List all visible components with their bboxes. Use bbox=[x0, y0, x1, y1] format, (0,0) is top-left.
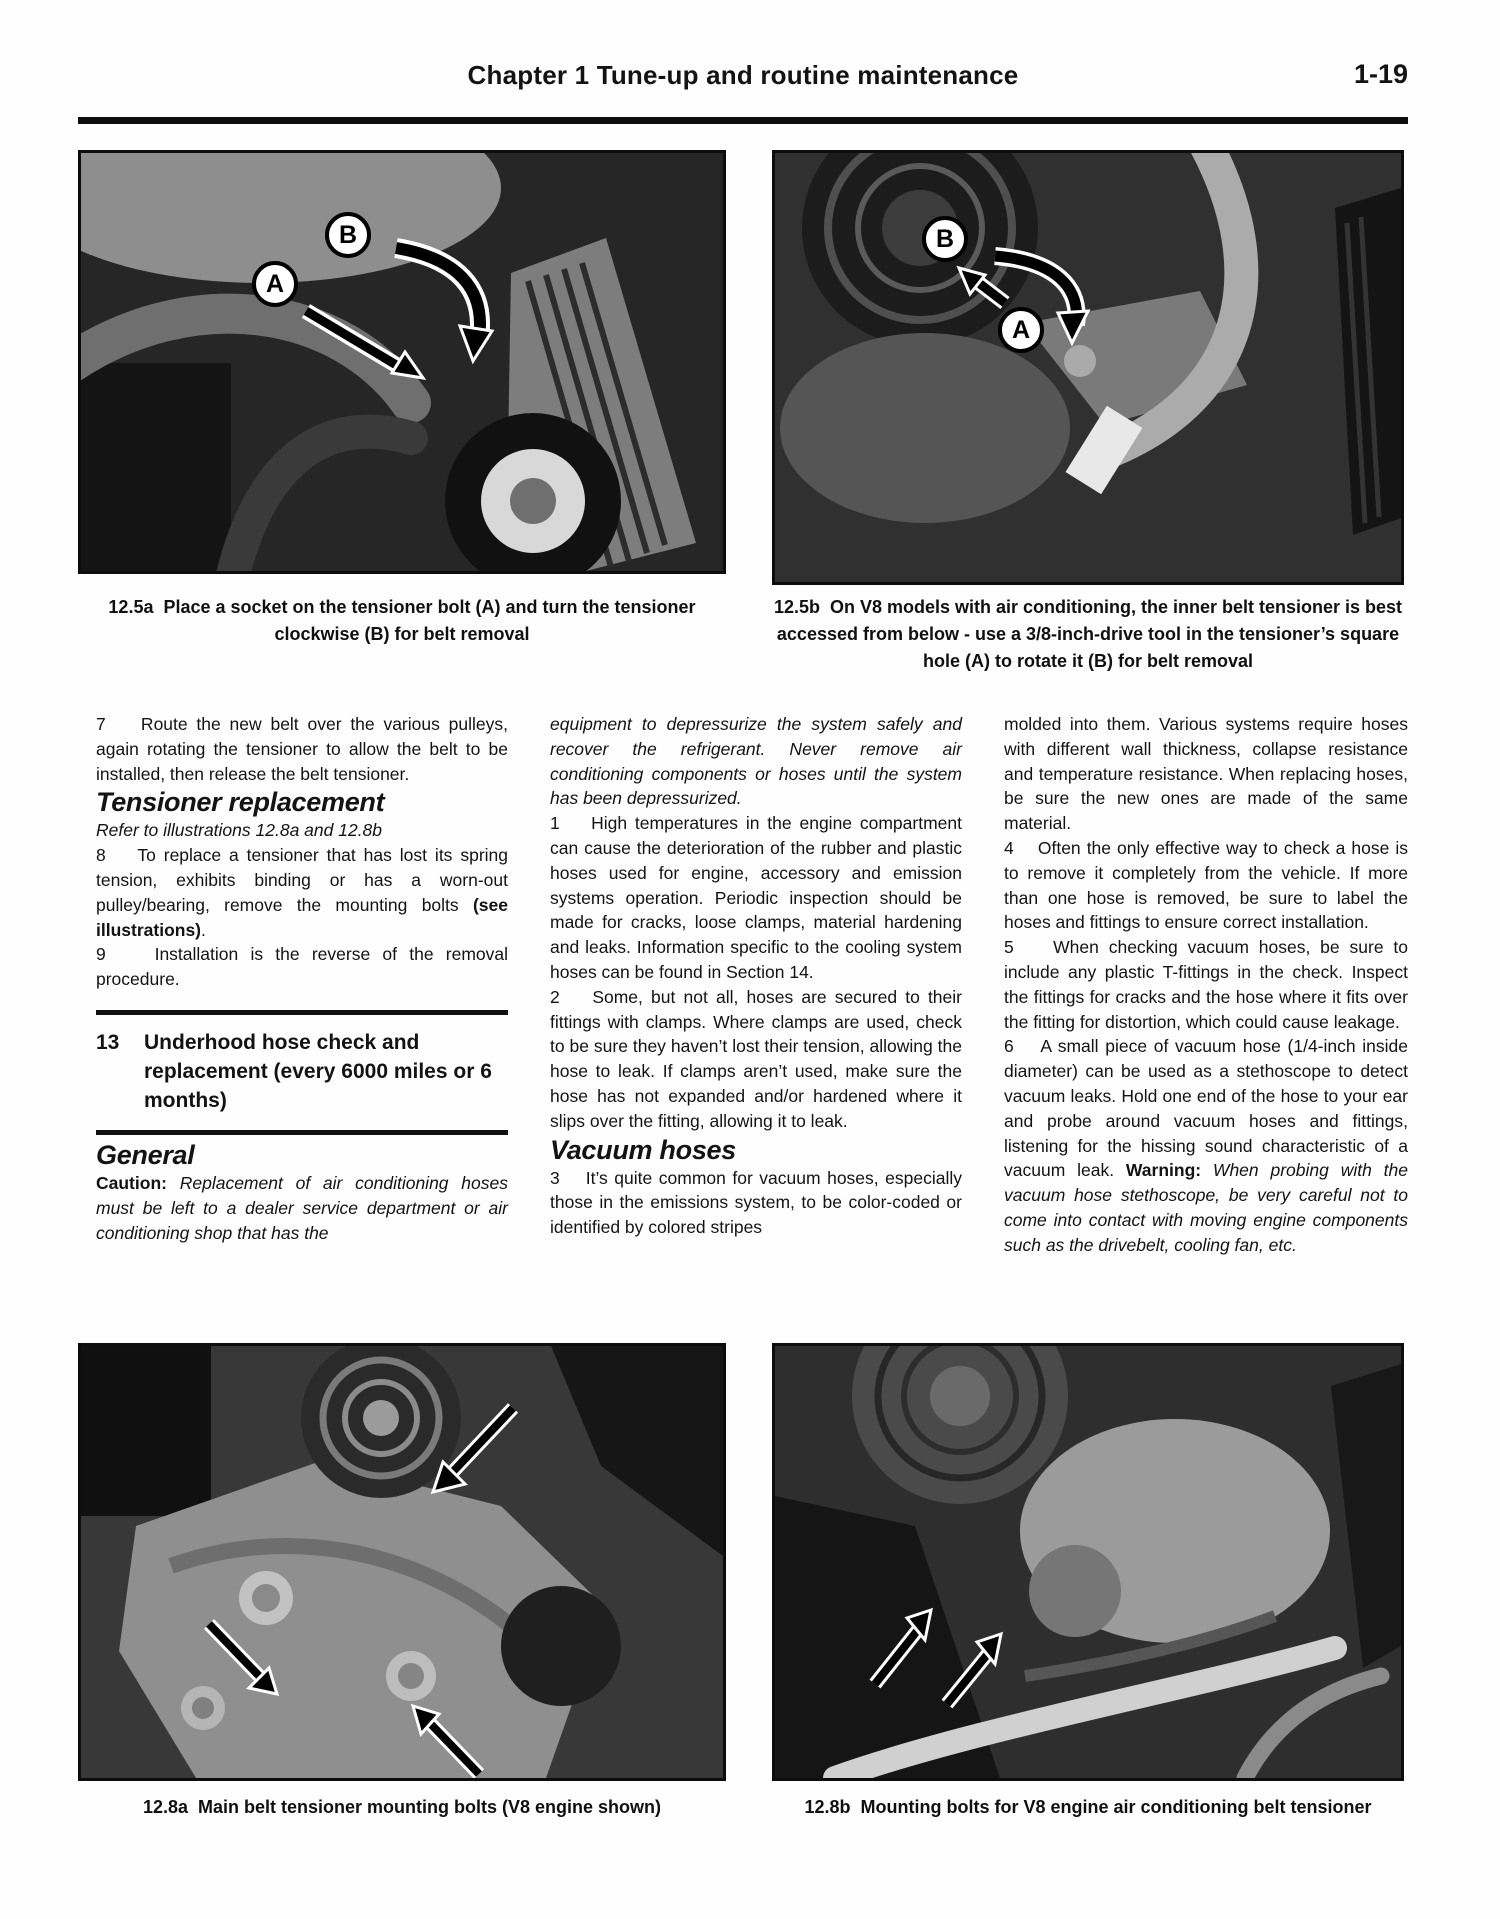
text-column-middle bbox=[550, 712, 962, 1240]
warning-text: When probing with the vacuum hose stethoscope, be very careful not to come into contact with moving engine components such as the drivebelt, cooling fan, etc. bbox=[1004, 1160, 1408, 1255]
section-13-title: Underhood hose check and replacement (every 6000 miles or 6 months) bbox=[144, 1030, 492, 1112]
paragraph-8-period: . bbox=[201, 919, 206, 940]
caution-continued: equipment to depressurize the system safely and recover the refrigerant. Never remove air conditioning components or hoses until the system has been depressurized. bbox=[550, 714, 962, 809]
engine-photo-art bbox=[81, 1346, 723, 1778]
figure-photo-12-5b bbox=[772, 150, 1404, 585]
paragraph-8-text: 8 To replace a tensioner that has lost its spring tension, exhibits binding or has a worn-out pulley/bearing, remove the mounting bolts bbox=[96, 845, 508, 915]
paragraph-8 bbox=[96, 843, 508, 942]
figure-photo-12-8b bbox=[772, 1343, 1404, 1781]
caution-text: Replacement of air conditioning hoses must be left to a dealer service department or air conditioning shop that has the bbox=[96, 1172, 508, 1243]
paragraph-5: 5 When checking vacuum hoses, be sure to include any plastic T-fittings in the check. Inspect the fittings for cracks and the hose where it fits over the fitting for distortion, which could cause leakage. bbox=[1004, 937, 1408, 1032]
page-number: 1-19 bbox=[1353, 59, 1408, 89]
paragraph-3: 3 It’s quite common for vacuum hoses, especially those in the emissions system, to be color-coded or identified by colored stripes bbox=[550, 1167, 962, 1238]
paragraph-3-continued: molded into them. Various systems require hoses with different wall thickness, collapse resistance and temperature resistance. When replacing hoses, be sure the new ones are made of the same material. bbox=[1004, 714, 1408, 834]
figure-caption-12-5a: 12.5a Place a socket on the tensioner bolt (A) and turn the tensioner clockwise (B) for belt removal bbox=[108, 597, 696, 644]
figure-photo-12-5a bbox=[78, 150, 726, 574]
paragraph-6-text: 6 A small piece of vacuum hose (1/4-inch inside diameter) can be used as a stethoscope to detect vacuum leaks. Hold one end of the hose to your ear and probe around vacuum hoses and fittings, listening for the hissing sound characteristic of a vacuum leak. bbox=[1004, 1036, 1408, 1181]
heading-vacuum-hoses: Vacuum hoses bbox=[550, 1134, 736, 1165]
paragraph-9: 9 Installation is the reverse of the removal procedure. bbox=[96, 944, 508, 990]
paragraph-1: 1 High temperatures in the engine compartment can cause the deterioration of the rubber and plastic hoses used for engine, accessory and emission systems operation. Periodic inspection should be made for cracks, loose clamps, material hardening and leaks. Information specific to the cooling system hoses can be found in Section 14. bbox=[550, 813, 962, 982]
callout-a-badge: A bbox=[998, 307, 1044, 353]
paragraph-8-bold: (see illustrations) bbox=[96, 894, 508, 940]
paragraph-6 bbox=[1004, 1034, 1408, 1257]
section-13-number: 13 bbox=[96, 1030, 120, 1054]
refer-to-illustrations: Refer to illustrations 12.8a and 12.8b bbox=[96, 820, 383, 841]
heading-tensioner-replacement: Tensioner replacement bbox=[96, 787, 385, 818]
figure-caption-12-8a: 12.8a Main belt tensioner mounting bolts (V8 engine shown) bbox=[142, 1797, 662, 1817]
figure-caption-12-5b: 12.5b On V8 models with air conditioning, the inner belt tensioner is best accessed from below - use a 3/8-inch-drive tool in the tensioner’s square hole (A) to rotate it (B) for belt removal bbox=[773, 597, 1403, 671]
paragraph-4: 4 Often the only effective way to check a hose is to remove it completely from the vehicle. If more than one hose is removed, be sure to label the hoses and fittings to ensure correct installation. bbox=[1004, 837, 1408, 933]
figure-caption-12-8b: 12.8b Mounting bolts for V8 engine air conditioning belt tensioner bbox=[804, 1797, 1372, 1817]
caution-paragraph bbox=[96, 1171, 508, 1245]
heading-general: General bbox=[96, 1139, 195, 1170]
page-title: Chapter 1 Tune-up and routine maintenance bbox=[467, 60, 1019, 90]
figure-photo-12-8a bbox=[78, 1343, 726, 1781]
callout-b-badge: B bbox=[325, 212, 371, 258]
text-column-left bbox=[96, 712, 508, 1245]
header-rule bbox=[78, 117, 1408, 124]
warning-label: Warning: bbox=[1125, 1160, 1202, 1181]
text-column-right bbox=[1004, 712, 1408, 1258]
section-13-box bbox=[96, 1010, 508, 1135]
engine-photo-art bbox=[81, 153, 723, 571]
engine-photo-art bbox=[775, 1346, 1401, 1778]
paragraph-2: 2 Some, but not all, hoses are secured to their fittings with clamps. Where clamps are used, check to be sure they haven’t lost their tension, allowing the hose to leak. If clamps aren’t used, make sure the hose has not expanded and/or hardened where it slips over the fitting, allowing it to leak. bbox=[550, 986, 962, 1131]
caution-label: Caution: bbox=[96, 1172, 167, 1193]
callout-b-badge: B bbox=[922, 216, 968, 262]
engine-photo-art bbox=[775, 153, 1401, 582]
paragraph-7: 7 Route the new belt over the various pulleys, again rotating the tensioner to allow the belt to be installed, then release the belt tensioner. bbox=[96, 714, 508, 784]
callout-a-badge: A bbox=[252, 261, 298, 307]
